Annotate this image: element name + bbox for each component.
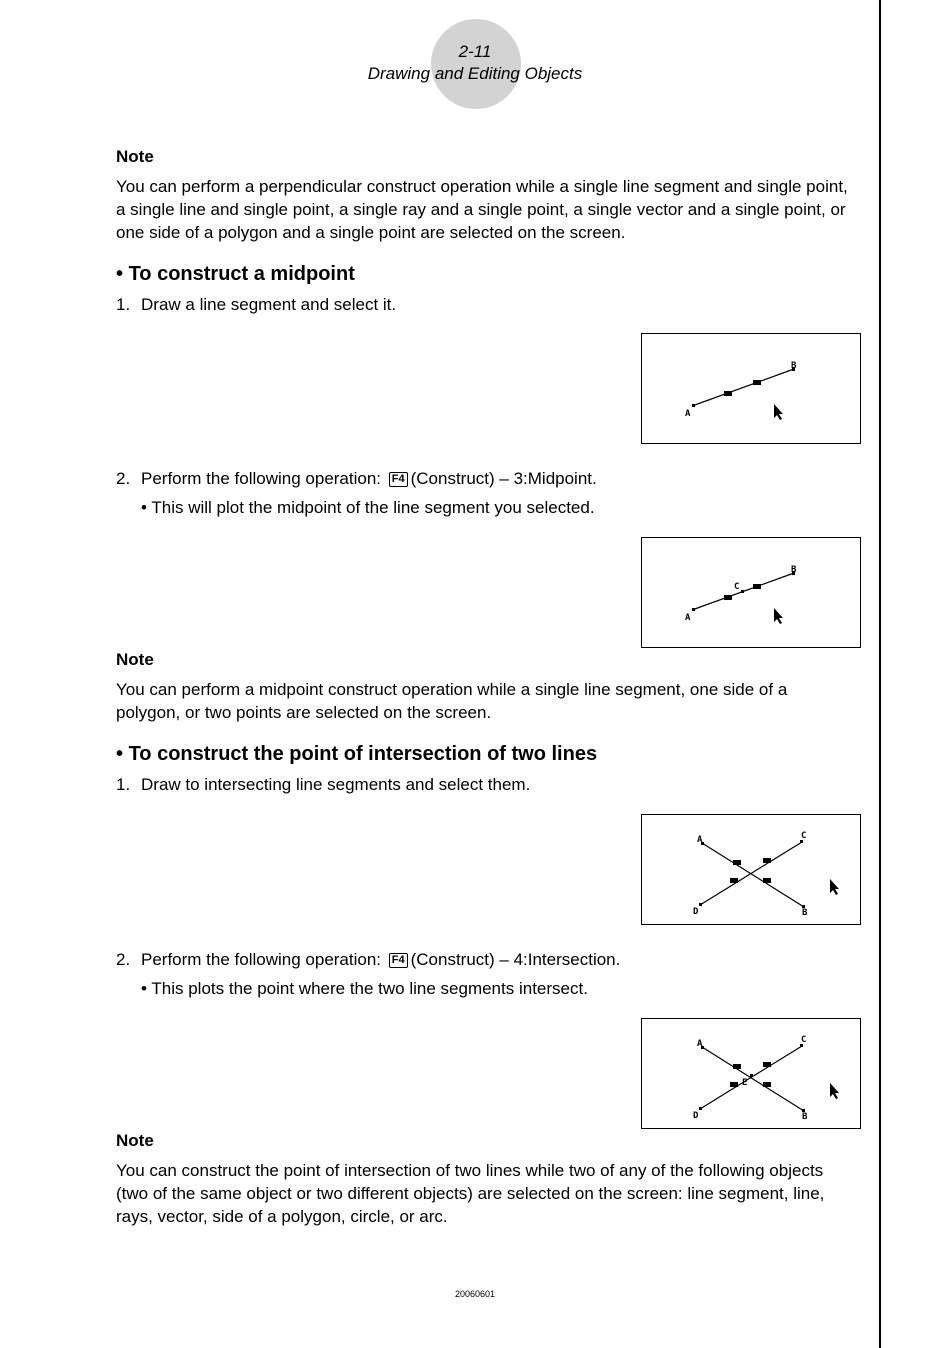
label-a: A [697,1039,703,1049]
label-b: B [802,1112,808,1122]
label-e: E [742,1078,748,1088]
chapter-title: Drawing and Editing Objects [367,64,583,83]
section-midpoint-title: • To construct a midpoint [116,263,355,285]
midpoint-step-2 [116,469,597,489]
page-edge-rule [879,0,881,1348]
midpoint-step-2-detail: • This will plot the midpoint of the line segment you selected. [141,498,595,517]
step-number: 2. [116,469,131,488]
step-text: Draw to intersecting line segments and select them. [141,775,531,794]
section-midpoint-title-text: To construct a midpoint [128,263,355,285]
step-number: 1. [116,775,131,794]
f4-key-icon: F4 [389,472,408,487]
step-text: Draw a line segment and select it. [141,295,397,314]
label-a: A [685,613,691,623]
note-midpoint: You can perform a midpoint construct operation while a single line segment, one side of a polygon, or two points are selected on the screen. [116,680,788,722]
label-b: B [802,908,808,918]
note-heading: Note [116,1131,154,1150]
step-number: 2. [116,950,131,969]
label-b: B [791,565,797,575]
step-text: Perform the following operation: [141,469,382,488]
step-text-operation: (Construct) – 4:Intersection. [410,950,621,969]
section-intersection-title-text: To construct the point of intersection of two lines [128,743,598,765]
label-d: D [693,907,699,917]
label-b: B [791,361,797,371]
section-intersection-title: • To construct the point of intersection of two lines [116,743,598,765]
label-c: C [801,831,807,841]
calculator-screen-two-segments [641,814,861,925]
note-intersection: You can construct the point of intersection of two lines while two of any of the following objects (two of the same object or two different objects) are selected on the screen: line segment, line, rays, vector, side of a polygon, circle, or arc. [116,1161,825,1226]
intersection-step-1 [116,775,530,795]
note-perpendicular: You can perform a perpendicular construct operation while a single line segment and single point, a single line and single point, a single ray and a single point, a single vector and a single point, or one side of a polygon and a single point are selected on the screen. [116,177,848,242]
midpoint-step-1 [116,295,396,315]
calculator-screen-intersection [641,1018,861,1129]
step-text-operation: (Construct) – 3:Midpoint. [410,469,597,488]
intersection-step-2 [116,950,620,970]
detail-text: This plots the point where the two line segments intersect. [151,979,588,998]
page-number: 2-11 [458,42,492,61]
label-a: A [685,409,691,419]
calculator-screen-midpoint [641,537,861,648]
note-heading: Note [116,650,154,669]
calculator-screen-segment [641,333,861,444]
note-heading: Note [116,147,154,166]
label-a: A [697,835,703,845]
step-number: 1. [116,295,131,314]
step-text: Perform the following operation: [141,950,382,969]
footer-code: 20060601 [454,1289,496,1299]
label-d: D [693,1111,699,1121]
intersection-step-2-detail: • This plots the point where the two line segments intersect. [141,979,588,998]
f4-key-icon: F4 [389,953,408,968]
label-c: C [801,1035,807,1045]
label-c: C [734,582,740,592]
detail-text: This will plot the midpoint of the line segment you selected. [151,498,595,517]
